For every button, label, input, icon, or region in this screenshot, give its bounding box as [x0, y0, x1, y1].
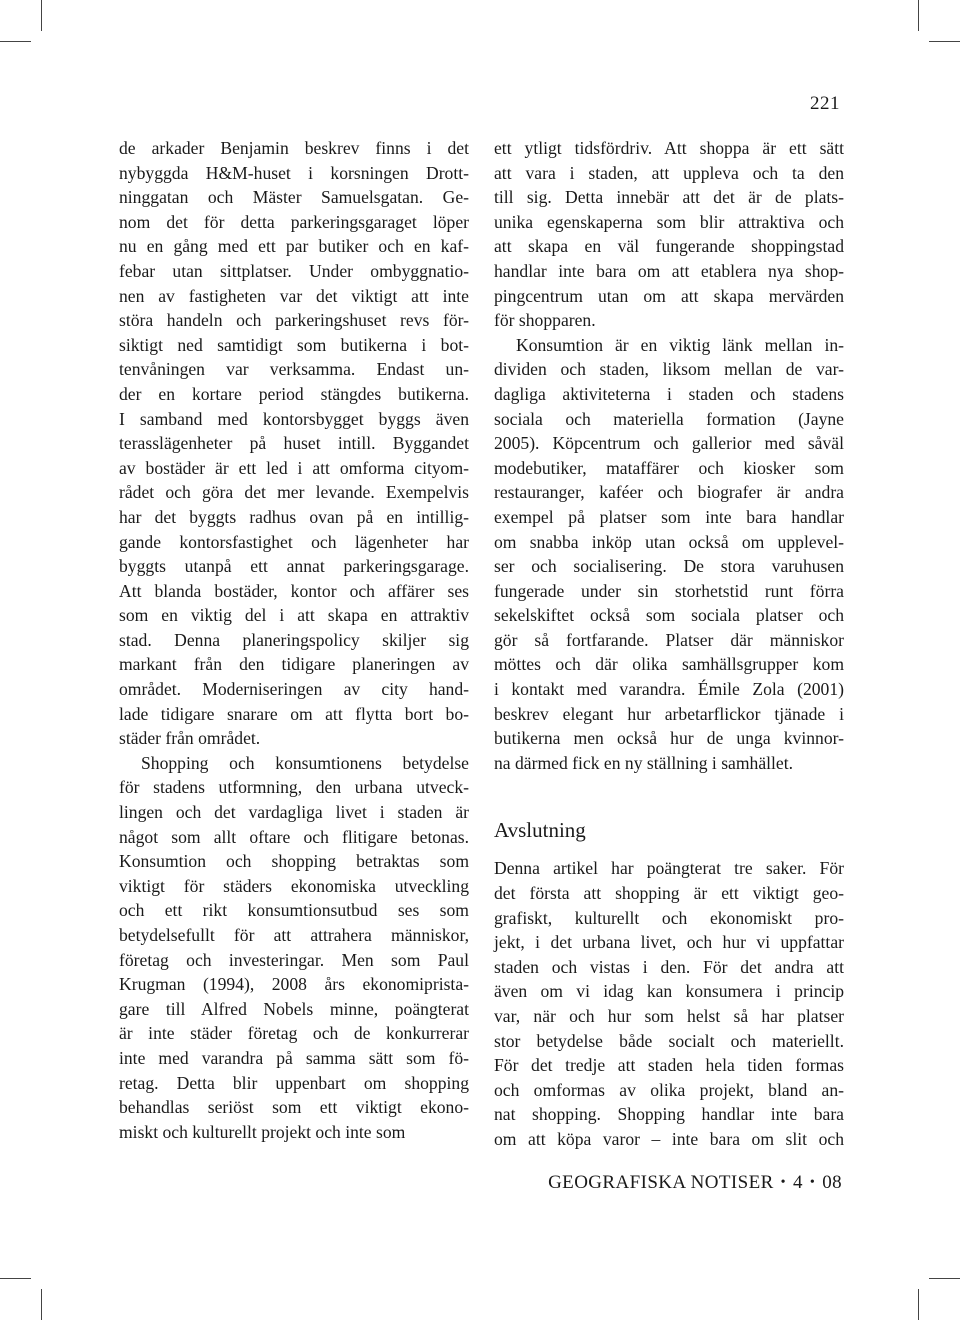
text-line: fungerade under sin storhetstid runt förra	[494, 580, 844, 601]
page-number: 221	[810, 93, 840, 114]
crop-mark-top-right-v	[918, 0, 919, 31]
text-line: markant från den tidigare planeringen av	[119, 654, 469, 675]
crop-mark-bottom-right-v	[918, 1289, 919, 1320]
text-line: har det byggts radhus ovan på en intillig-	[119, 506, 469, 527]
footer-separator: •	[809, 1175, 816, 1190]
left-text-column	[119, 136, 469, 1144]
right-text-column	[494, 136, 844, 1152]
text-line: företag och investeringar. Men som Paul	[119, 949, 469, 970]
text-line: nom det för detta parkeringsgaraget löper	[119, 211, 469, 232]
text-line: om snabba inköp utan också om upplevel-	[494, 531, 844, 552]
text-line: det första att shopping är ett viktigt geo-	[494, 883, 844, 904]
text-line: dividen och staden, liksom mellan de var-	[494, 359, 844, 380]
text-line: sekelskiftet också som sociala platser och	[494, 605, 844, 626]
running-footer	[548, 1172, 842, 1194]
text-line: modebutiker, mataffärer och kiosker som	[494, 457, 844, 478]
crop-mark-top-right-h	[929, 41, 960, 42]
text-line: var, när och hur som helst så har platser	[494, 1006, 844, 1026]
text-line: och ett rikt konsumtionsutbud ses som	[119, 900, 469, 921]
text-line: 2005). Köpcentrum och gallerior med såväl	[494, 433, 844, 454]
text-line: stad. Denna planeringspolicy skiljer sig	[119, 629, 469, 650]
text-line: Denna artikel har poängterat tre saker. För	[494, 858, 844, 879]
text-line: viktigt för städers ekonomiska utveckling	[119, 875, 469, 896]
journal-name: GEOGRAFISKA NOTISER	[548, 1172, 774, 1193]
text-line: rådet och göra det mer levande. Exempelvis	[119, 482, 469, 503]
text-line: av bostäder är ett led i att omforma cityom-	[119, 457, 469, 478]
text-line: lingen och det vardagliga livet i staden är	[119, 802, 469, 823]
text-line: stor betydelse både socialt och materiellt.	[494, 1030, 844, 1051]
text-line: nen av fastigheten var det viktigt att inte	[119, 285, 469, 306]
text-line: Shopping och konsumtionens betydelse	[141, 752, 469, 773]
text-line: ser och socialisering. De stora varuhusen	[494, 556, 844, 577]
text-line: ninggatan och Mäster Samuelsgatan. Ge-	[119, 187, 469, 208]
issue-number: 4	[792, 1172, 803, 1193]
text-line: pingcentrum utan om att skapa mervärden	[494, 285, 844, 306]
text-line: staden och vistas i den. För det andra att	[494, 956, 844, 977]
text-line: nu en gång med ett par butiker och en kaf-	[119, 236, 469, 257]
text-line: tenvåningen var verksamma. Endast un-	[119, 359, 469, 380]
text-line: unika egenskaperna som blir attraktiva och	[494, 211, 844, 232]
text-line: grafiskt, kulturellt och ekonomiskt pro-	[494, 907, 844, 928]
text-line: Krugman (1994), 2008 års ekonomiprista-	[119, 974, 469, 995]
text-line: möttes och där olika samhällsgrupper kom	[494, 654, 844, 675]
text-line: om att köpa varor – inte bara om slit och	[494, 1128, 844, 1149]
text-line: febar utan sittplatser. Under ombyggnatio-	[119, 260, 469, 281]
text-line: inte med varandra på samma sätt som fö-	[119, 1047, 469, 1068]
text-line: gande kontorsfastighet och lägenheter har	[119, 531, 469, 552]
right-column-body	[494, 136, 844, 775]
text-line: nat shopping. Shopping handlar inte bara	[494, 1104, 844, 1125]
text-line: behandlas seriöst som ett viktigt ekono-	[119, 1097, 469, 1118]
text-line: För det tredje att staden hela tiden formas	[494, 1055, 844, 1076]
text-line: för shopparen.	[494, 310, 596, 331]
text-line: området. Moderniseringen av city hand-	[119, 679, 469, 700]
text-line: restauranger, kaféer och biografer är andra	[494, 482, 844, 503]
text-line: terasslägenheter på huset intill. Byggandet	[119, 433, 469, 454]
crop-mark-bottom-right-h	[929, 1278, 960, 1279]
text-line: för stadens utformning, den urbana utveck-	[119, 777, 469, 798]
footer-separator: •	[780, 1175, 786, 1190]
text-line: städer från området.	[119, 728, 261, 749]
text-line: miskt och kulturellt projekt och inte som	[119, 1121, 406, 1142]
text-line: betydelsefullt för att attrahera människor,	[119, 925, 469, 945]
crop-mark-top-left-v	[41, 0, 42, 31]
text-line: Konsumtion är en viktig länk mellan in-	[516, 334, 844, 355]
text-line: nybyggda H&M-huset i korsningen Drott-	[119, 162, 469, 183]
crop-mark-bottom-left-v	[41, 1289, 42, 1320]
text-line: att skapa en väl fungerande shoppingstad	[494, 236, 844, 257]
text-line: lade tidigare snarare om att flytta bort bo-	[119, 703, 469, 724]
text-line: retag. Detta blir uppenbart om shopping	[119, 1072, 469, 1093]
text-line: sociala och materiella formation (Jayne	[494, 408, 844, 429]
text-line: som en viktig del i att skapa en attraktiv	[119, 605, 469, 626]
text-line: och omformas av olika projekt, bland an-	[494, 1079, 844, 1100]
conclusion-body	[494, 856, 844, 1151]
text-line: byggts utanpå ett annat parkeringsgarage.	[119, 556, 469, 577]
text-line: I samband med kontorsbygget byggs även	[119, 408, 469, 429]
text-line: Att blanda bostäder, kontor och affärer ses	[119, 580, 469, 601]
text-line: till sig. Detta innebär att det är de plats-	[494, 187, 844, 208]
text-line: även om vi idag kan konsumera i princip	[494, 981, 844, 1002]
text-line: dagliga aktiviteterna i staden och stadens	[494, 383, 844, 404]
text-line: i kontakt med varandra. Émile Zola (2001)	[494, 679, 844, 700]
text-line: butikerna men också hur de unga kvinnor-	[494, 728, 844, 749]
text-line: är inte städer företag och de konkurrerar	[119, 1023, 469, 1044]
text-line: Konsumtion och shopping betraktas som	[119, 851, 469, 872]
text-line: de arkader Benjamin beskrev finns i det	[119, 138, 469, 158]
text-line: beskrev elegant hur arbetarflickor tjänade i	[494, 703, 844, 724]
text-line: gare till Alfred Nobels minne, poängterat	[119, 998, 469, 1019]
crop-mark-bottom-left-h	[0, 1278, 31, 1279]
text-line: störa handeln och parkeringshuset revs för-	[119, 310, 469, 331]
text-line: der en kortare period stängdes butikerna.	[119, 383, 469, 404]
text-line: ett ytligt tidsfördriv. Att shoppa är ett sätt	[494, 138, 844, 158]
text-line: siktigt ned samtidigt som butikerna i bot-	[119, 334, 469, 355]
text-line: handlar inte bara om att etablera nya shop-	[494, 260, 844, 281]
text-line: jekt, i det urbana livet, och hur vi uppfattar	[494, 932, 844, 953]
text-line: något som allt oftare och flitigare betonas.	[119, 826, 469, 847]
text-line: att vara i staden, att uppleva och ta den	[494, 162, 844, 183]
issue-year: 08	[822, 1172, 842, 1193]
text-line: na därmed fick en ny ställning i samhället.	[494, 752, 794, 773]
text-line: gör så fortfarande. Platser där människor	[494, 629, 844, 650]
crop-mark-top-left-h	[0, 41, 31, 42]
section-heading: Avslutning	[494, 818, 586, 843]
text-line: exempel på platser som inte bara handlar	[494, 506, 844, 527]
